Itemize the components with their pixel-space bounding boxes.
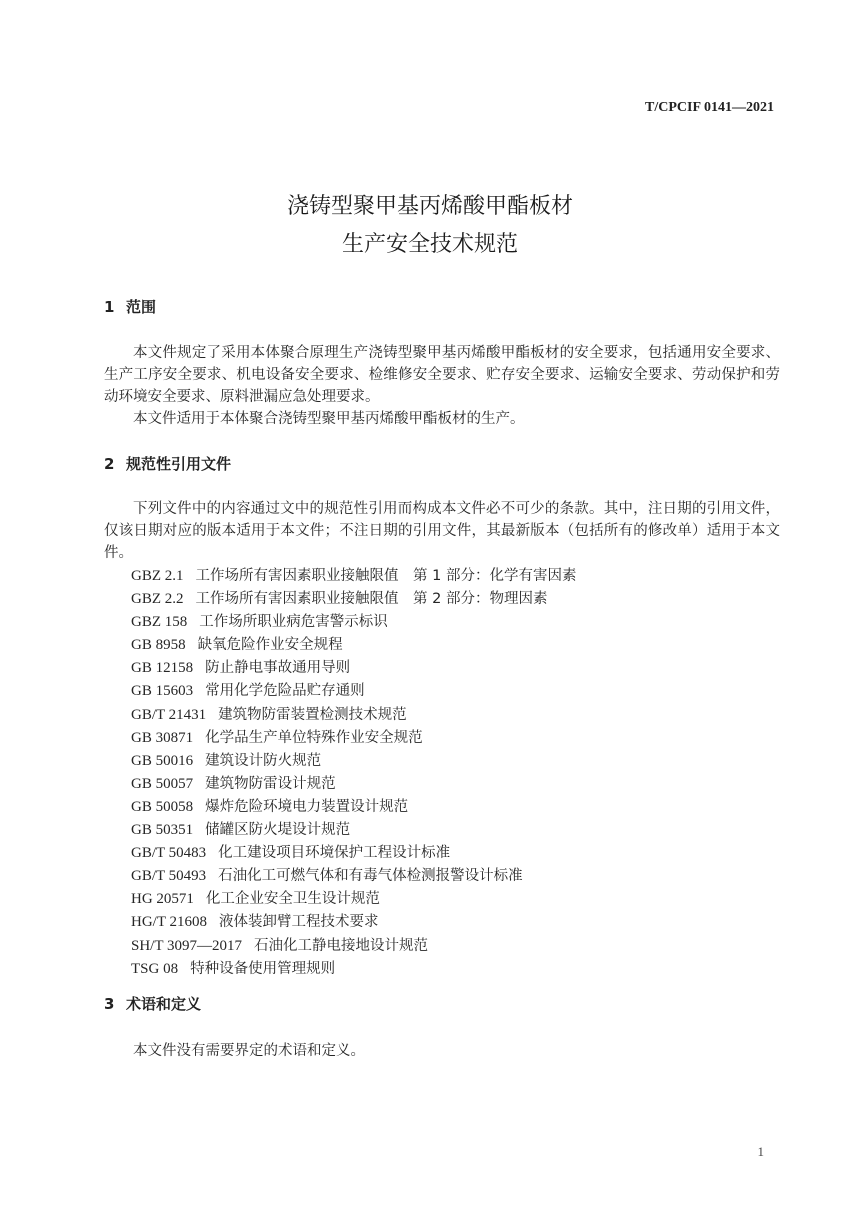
reference-item [131,888,576,911]
standard-code: T/CPCIF 0141—2021 [645,100,774,115]
reference-code: GB 30871 [131,729,194,746]
reference-item [131,865,576,888]
applicability-paragraph: 本文件适用于本体聚合浇铸型聚甲基丙烯酸甲酯板材的生产。 [133,411,525,427]
reference-item [131,773,576,796]
reference-title: 建筑设计防火规范 [205,752,322,769]
reference-code: GB 50058 [131,798,194,815]
reference-code: GB 8958 [131,637,186,654]
reference-item [131,796,576,819]
reference-code: GBZ 158 [131,614,188,631]
reference-item [131,588,576,611]
reference-item [131,657,576,680]
reference-item [131,611,576,634]
reference-title: 液体装卸臂工程技术要求 [218,914,379,931]
reference-code: SH/T 3097—2017 [131,937,242,954]
reference-code: GB/T 21431 [131,706,207,723]
document-title [0,188,860,264]
reference-title: 石油化工静电接地设计规范 [253,937,428,954]
reference-code: GB 50016 [131,752,194,769]
reference-title: 缺氧危险作业安全规程 [197,637,343,654]
title-line-2: 生产安全技术规范 [341,232,518,257]
reference-item [131,935,576,958]
reference-item [131,565,576,588]
section-number: 3 [104,995,115,1013]
reference-item [131,704,576,727]
section-title: 范围 [126,298,157,316]
reference-code: GBZ 2.1 [131,568,184,584]
section-2-heading [104,453,231,474]
section-title: 术语和定义 [126,995,202,1013]
title-line-1: 浇铸型聚甲基丙烯酸甲酯板材 [286,194,573,219]
reference-title: 工作场所职业病危害警示标识 [199,614,388,631]
reference-title: 建筑物防雷设计规范 [205,775,336,792]
reference-title: 化工企业安全卫生设计规范 [205,891,380,908]
section-number: 1 [104,298,115,316]
reference-item [131,634,576,657]
reference-code: GB/T 50483 [131,845,207,862]
reference-title: 储罐区防火堤设计规范 [205,822,351,839]
reference-code: GB 50057 [131,775,194,792]
reference-title: 工作场所有害因素职业接触限值 第 2 部分：物理因素 [195,591,548,608]
reference-item [131,680,576,703]
reference-title: 工作场所有害因素职业接触限值 第 1 部分：化学有害因素 [195,568,577,584]
reference-code: TSG 08 [131,960,179,977]
reference-item [131,842,576,865]
reference-code: HG/T 21608 [131,914,207,931]
reference-item [131,911,576,934]
normative-intro-paragraph: 下列文件中的内容通过文中的规范性引用而构成本文件必不可少的条款。其中，注日期的引用文件，仅该日期对应的版本适用于本文件；不注日期的引用文件，其最新版本（包括所有的修改单）适用于本文件。 [104,501,780,561]
reference-item [131,750,576,773]
terms-paragraph: 本文件没有需要界定的术语和定义。 [133,1043,365,1059]
section-title: 规范性引用文件 [126,455,232,473]
reference-code: GBZ 2.2 [131,591,184,608]
section-3-heading [104,993,201,1014]
section-1-heading [104,296,156,317]
reference-title: 化学品生产单位特殊作业安全规范 [205,729,423,746]
reference-code: GB 50351 [131,822,194,839]
reference-title: 石油化工可燃气体和有毒气体检测报警设计标准 [218,868,523,885]
reference-item [131,819,576,842]
reference-list [131,565,576,981]
reference-title: 建筑物防雷装置检测技术规范 [218,706,407,723]
section-number: 2 [104,455,115,473]
reference-code: GB/T 50493 [131,868,207,885]
reference-title: 防止静电事故通用导则 [205,660,351,677]
reference-code: GB 12158 [131,660,194,677]
reference-title: 化工建设项目环境保护工程设计标准 [218,845,451,862]
reference-title: 常用化学危险品贮存通则 [205,683,365,700]
reference-code: GB 15603 [131,683,194,700]
reference-code: HG 20571 [131,891,194,908]
reference-item [131,958,576,981]
page-number: 1 [757,1144,764,1159]
reference-title: 爆炸危险环境电力装置设计规范 [205,798,409,815]
reference-item [131,727,576,750]
reference-title: 特种设备使用管理规则 [190,960,336,977]
scope-paragraph: 本文件规定了采用本体聚合原理生产浇铸型聚甲基丙烯酸甲酯板材的安全要求，包括通用安全要求、生产工序安全要求、机电设备安全要求、检维修安全要求、贮存安全要求、运输安全要求、劳动保护和劳动环境安全要求、原料泄漏应急处理要求。 [104,345,780,405]
